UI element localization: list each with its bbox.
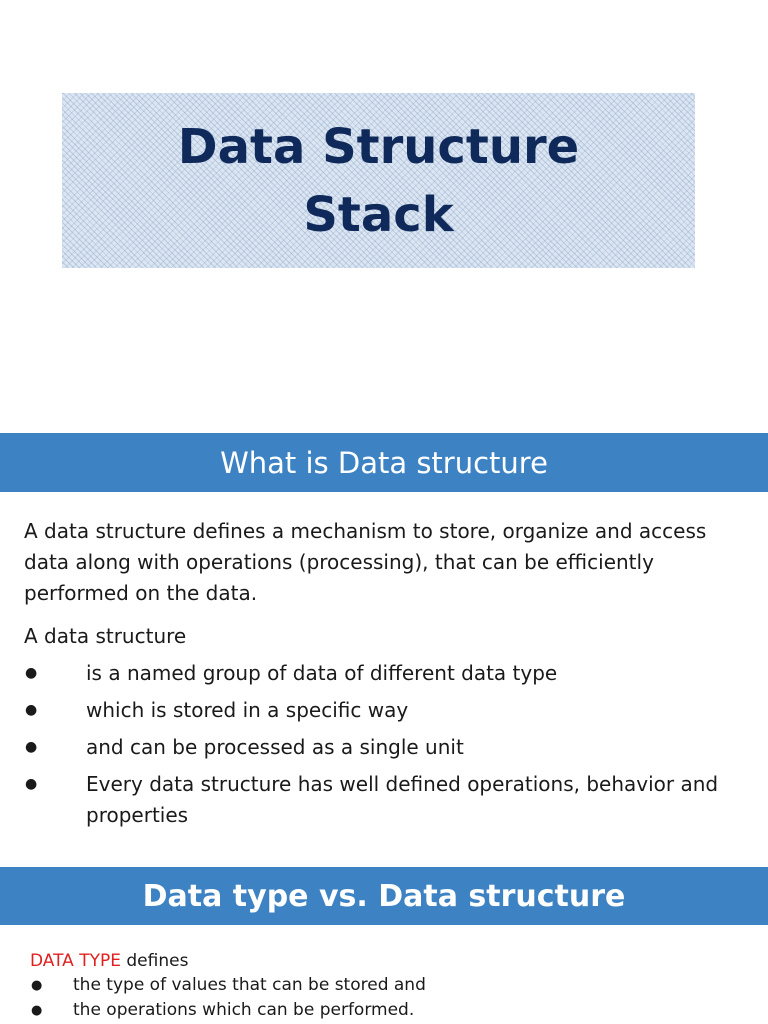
bullet-icon: ● <box>25 665 38 681</box>
section-heading: What is Data structure <box>220 445 548 480</box>
title-line-1: Data Structure <box>177 118 580 175</box>
section-heading-band <box>0 433 768 492</box>
list-item-text: Every data structure has well defined operations, behavior and properties <box>86 772 719 827</box>
list-item-text: and can be processed as a single unit <box>86 735 464 759</box>
list-item-text: the type of values that can be stored and <box>73 975 426 995</box>
bullet-icon: ● <box>31 1003 43 1018</box>
list-item-text: the operations which can be performed. <box>73 1000 415 1020</box>
definition-paragraph: A data structure defines a mechanism to store, organize and access data along with operations (processing), that can be efficiently performed on the data. <box>24 519 707 605</box>
data-type-term: DATA TYPE <box>30 951 121 971</box>
section-heading-band-2 <box>0 867 768 925</box>
section-heading-2: Data type vs. Data structure <box>142 878 626 914</box>
list-item-text: which is stored in a specific way <box>86 698 409 722</box>
data-type-term-rest: defines <box>120 951 189 971</box>
list-item-text: is a named group of data of different data type <box>86 661 558 685</box>
list-item <box>0 973 768 998</box>
list-item <box>0 732 768 763</box>
list-item <box>0 998 768 1023</box>
data-type-definition <box>30 949 188 973</box>
bullet-list <box>0 658 768 837</box>
list-item <box>0 769 768 831</box>
subheading: A data structure <box>24 624 187 648</box>
title-line-2: Stack <box>303 186 454 243</box>
bullet-icon: ● <box>25 739 38 755</box>
list-item <box>0 695 768 726</box>
list-item <box>0 658 768 689</box>
bullet-icon: ● <box>31 978 43 993</box>
bullet-icon: ● <box>25 702 38 718</box>
bullet-icon: ● <box>25 776 38 792</box>
bullet-list-2 <box>0 973 768 1023</box>
title-box <box>62 93 695 268</box>
